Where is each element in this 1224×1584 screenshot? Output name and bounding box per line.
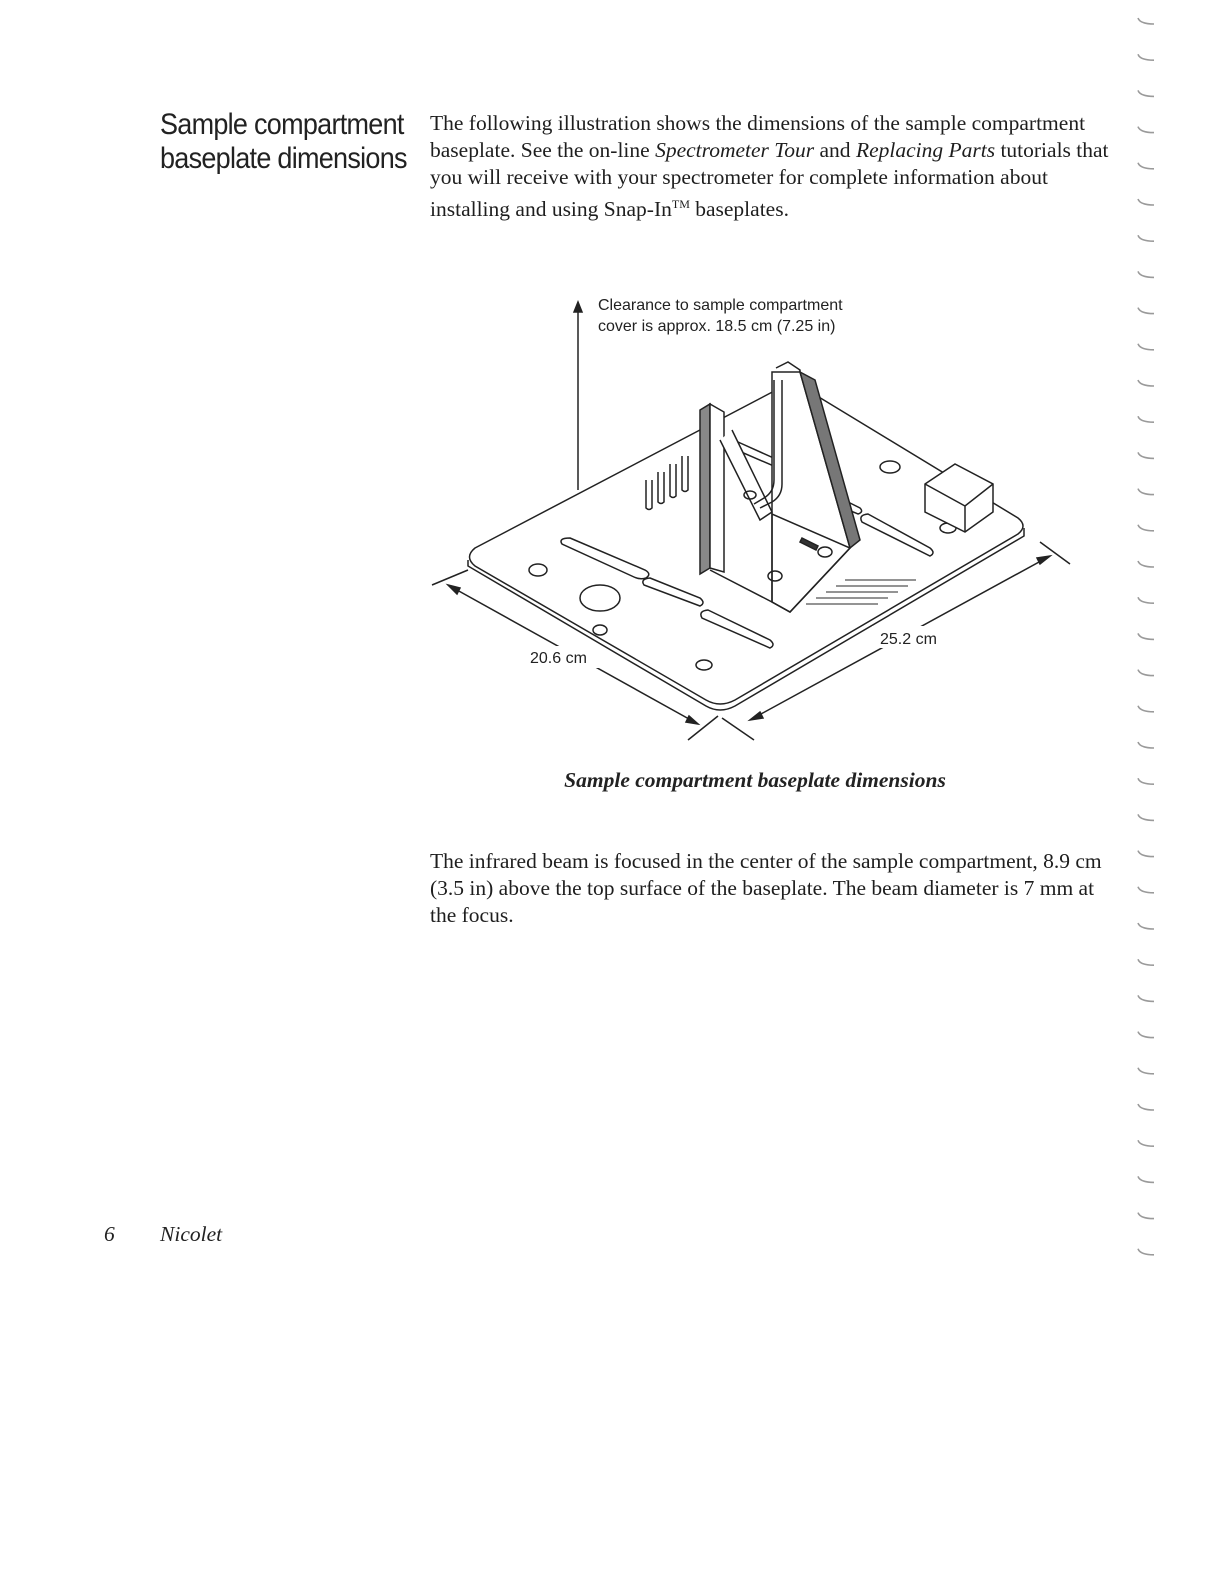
intro-text-1: The following illustration shows the dimensions of the sample compartment baseplate. See the on-line: [430, 111, 1086, 162]
binding-tick: [1138, 995, 1154, 1001]
replacing-parts-title: Replacing Parts: [855, 138, 996, 162]
page-number: 6: [104, 1222, 115, 1246]
holder-left-face: [710, 404, 724, 572]
depth-arrowhead-right: [1037, 556, 1050, 564]
binding-tick: [1138, 344, 1154, 350]
binding-tick: [1138, 597, 1154, 603]
binding-tick: [1138, 706, 1154, 712]
binding-tick: [1138, 452, 1154, 458]
baseplate-illustration: [420, 280, 1120, 760]
binding-tick: [1138, 923, 1154, 929]
binding-tick: [1138, 54, 1154, 60]
binding-tick: [1138, 778, 1154, 784]
holder-left-post: [700, 404, 710, 574]
intro-text-4: baseplates.: [689, 197, 789, 222]
section-heading-line-1: Sample compartment: [160, 108, 404, 141]
width-arrowhead-right: [686, 716, 698, 724]
binding-tick: [1138, 1176, 1154, 1182]
binding-tick: [1138, 670, 1154, 676]
binding-tick: [1138, 742, 1154, 748]
depth-arrowhead-left: [750, 712, 763, 720]
binding-tick: [1138, 1032, 1154, 1038]
binding-tick: [1138, 380, 1154, 386]
spectrometer-tour-title: Spectrometer Tour: [655, 138, 815, 162]
width-extension-line: [432, 570, 468, 585]
clearance-arrowhead: [574, 302, 582, 312]
binding-tick: [1138, 308, 1154, 314]
clearance-label-line-2: cover is approx. 18.5 cm (7.25 in): [598, 318, 836, 335]
width-arrowhead-left: [448, 585, 460, 594]
binding-tick: [1138, 1213, 1154, 1219]
binding-tick: [1138, 561, 1154, 567]
binding-tick: [1138, 271, 1154, 277]
binding-tick: [1138, 489, 1154, 495]
binding-tick: [1138, 814, 1154, 820]
binding-tick: [1138, 18, 1154, 24]
intro-paragraph: [430, 110, 1120, 223]
figure-caption: Sample compartment baseplate dimensions: [564, 768, 946, 792]
binding-tick: [1138, 199, 1154, 205]
clearance-label-line-1: Clearance to sample compartment: [598, 297, 843, 314]
depth-extension-line: [722, 718, 754, 740]
binding-tick: [1138, 416, 1154, 422]
binding-tick: [1138, 235, 1154, 241]
binding-tick: [1138, 163, 1154, 169]
binding-tick: [1138, 887, 1154, 893]
binding-tick: [1138, 1104, 1154, 1110]
binding-tick: [1138, 1249, 1154, 1255]
intro-text-2: and: [814, 138, 856, 162]
binding-tick: [1138, 851, 1154, 857]
binding-tick: [1138, 959, 1154, 965]
section-heading-line-2: baseplate dimensions: [160, 142, 407, 175]
intro-text-3: tutorials that you will receive with your spectrometer for complete information about installing and using Snap-In: [430, 138, 1109, 222]
depth-label: 25.2 cm: [880, 631, 937, 648]
width-label: 20.6 cm: [530, 650, 587, 667]
binding-tick: [1138, 633, 1154, 639]
binding-tick: [1138, 1068, 1154, 1074]
binding-tick: [1138, 127, 1154, 133]
binding-marks: [1132, 10, 1172, 1280]
beam-paragraph: The infrared beam is focused in the center of the sample compartment, 8.9 cm (3.5 in) above the top surface of the baseplate. The beam diameter is 7 mm at the focus.: [430, 849, 1102, 927]
trademark-symbol: TM: [671, 197, 690, 211]
binding-tick: [1138, 525, 1154, 531]
binding-tick: [1138, 90, 1154, 96]
binding-tick: [1138, 1140, 1154, 1146]
publisher-name: Nicolet: [160, 1222, 223, 1246]
section-heading: [160, 108, 407, 176]
